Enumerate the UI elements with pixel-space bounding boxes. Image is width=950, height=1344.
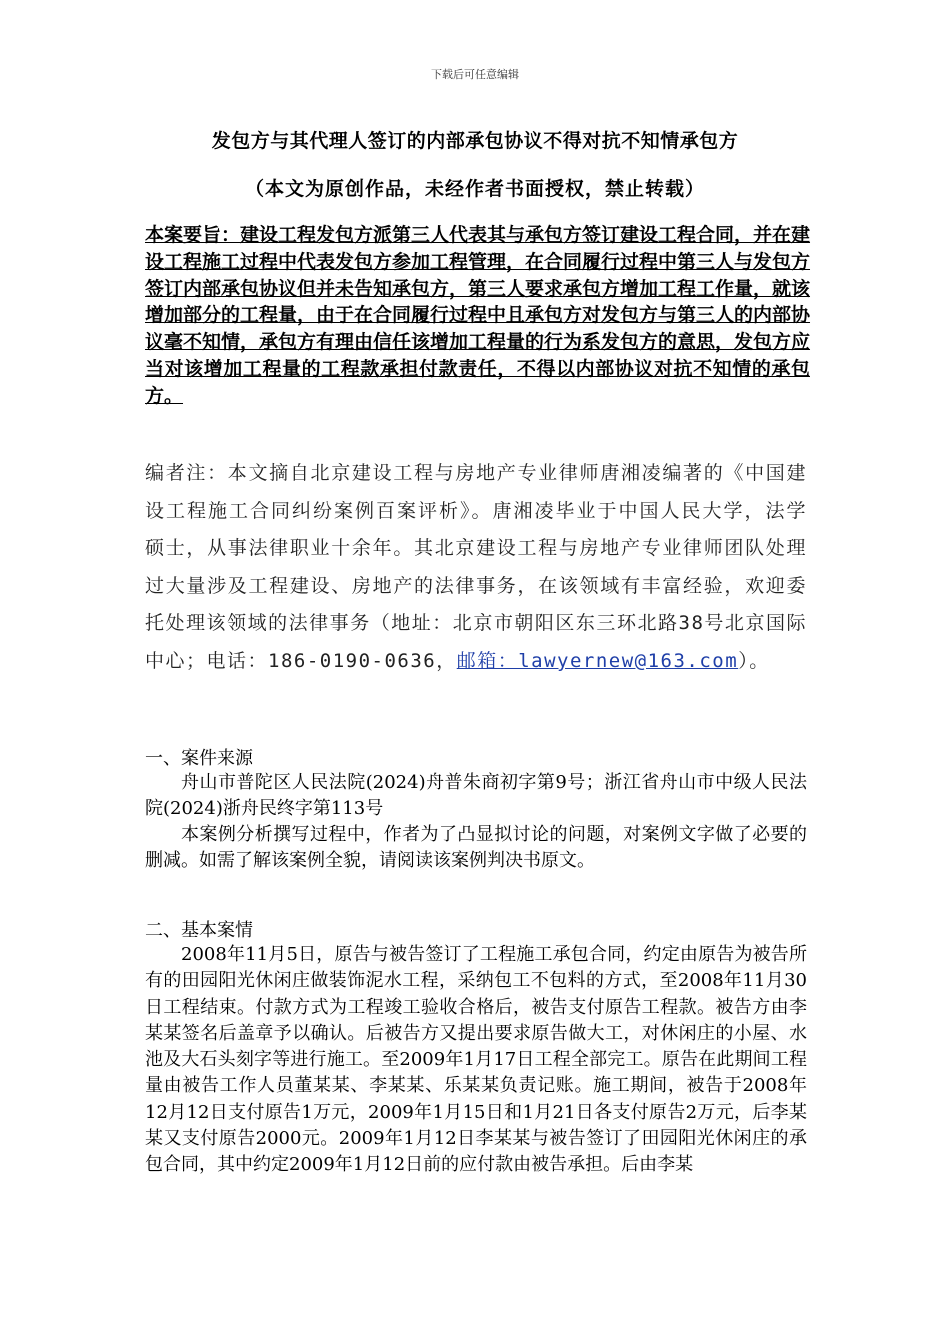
- case-summary: 本案要旨：建设工程发包方派第三人代表其与承包方签订建设工程合同，并在建设工程施工过程中代表发包方参加工程管理，在合同履行过程中第三人与发包方签订内部承包协议但并未告知承包方，第三人要求承包方增加工程工作量，就该增加部分的工程量，由于在合同履行过程中且承包方对发包方与第三人的内部协议毫不知情，承包方有理由信任该增加工程量的行为系发包方的意思，发包方应当对该增加工程量的工程款承担付款责任，不得以内部协议对抗不知情的承包方。: [145, 224, 811, 407]
- email-link[interactable]: 邮箱：lawyernew@163.com: [456, 649, 739, 672]
- section-1-title: 一、案件来源: [145, 748, 253, 769]
- header-note: 下载后可任意编辑: [431, 68, 519, 81]
- section-1-para-2: 本案例分析撰写过程中，作者为了凸显拟讨论的问题，对案例文字做了必要的删减。如需了解该案例全貌，请阅读该案例判决书原文。: [145, 824, 807, 872]
- section-2-para-1: 2008年11月5日，原告与被告签订了工程施工承包合同，约定由原告为被告所有的田园阳光休闲庄做装饰泥水工程，采纳包工不包料的方式，至2008年11月30日工程结束。付款方式为工程竣工验收合格后，被告支付原告工程款。被告方由李某某签名后盖章予以确认。后被告方又提出要求原告做大工，对休闲庄的小屋、水池及大石头刻字等进行施工。至2009年1月17日工程全部完工。原告在此期间工程量由被告工作人员董某某、李某某、乐某某负责记账。施工期间，被告于2008年12月12日支付原告1万元，2009年1月15日和1月21日各支付原告2万元，后李某某又支付原告2000元。2009年1月12日李某某与被告签订了田园阳光休闲庄的承包合同，其中约定2009年1月12日前的应付款由被告承担。后由李某: [145, 944, 807, 1176]
- editor-note: [145, 455, 807, 681]
- editor-note-text: 编者注：本文摘自北京建设工程与房地产专业律师唐湘凌编著的《中国建设工程施工合同纠纷案例百案评析》。唐湘凌毕业于中国人民大学，法学硕士，从事法律职业十余年。其北京建设工程与房地产专业律师团队处理过大量涉及工程建设、房地产的法律事务，在该领域有丰富经验，欢迎委托处理该领域的法律事务（地址：北京市朝阳区东三环北路38号北京国际中心；电话：186-0190-0636，: [145, 462, 807, 672]
- editor-note-tail: ）。: [738, 649, 770, 672]
- document-subtitle: （本文为原创作品，未经作者书面授权，禁止转载）: [244, 178, 705, 200]
- section-1-para-1: 舟山市普陀区人民法院(2024)舟普朱商初字第9号；浙江省舟山市中级人民法院(2024)浙舟民终字第113号: [145, 772, 807, 820]
- section-2-title: 二、基本案情: [145, 920, 253, 941]
- document-title: 发包方与其代理人签订的内部承包协议不得对抗不知情承包方: [211, 130, 739, 152]
